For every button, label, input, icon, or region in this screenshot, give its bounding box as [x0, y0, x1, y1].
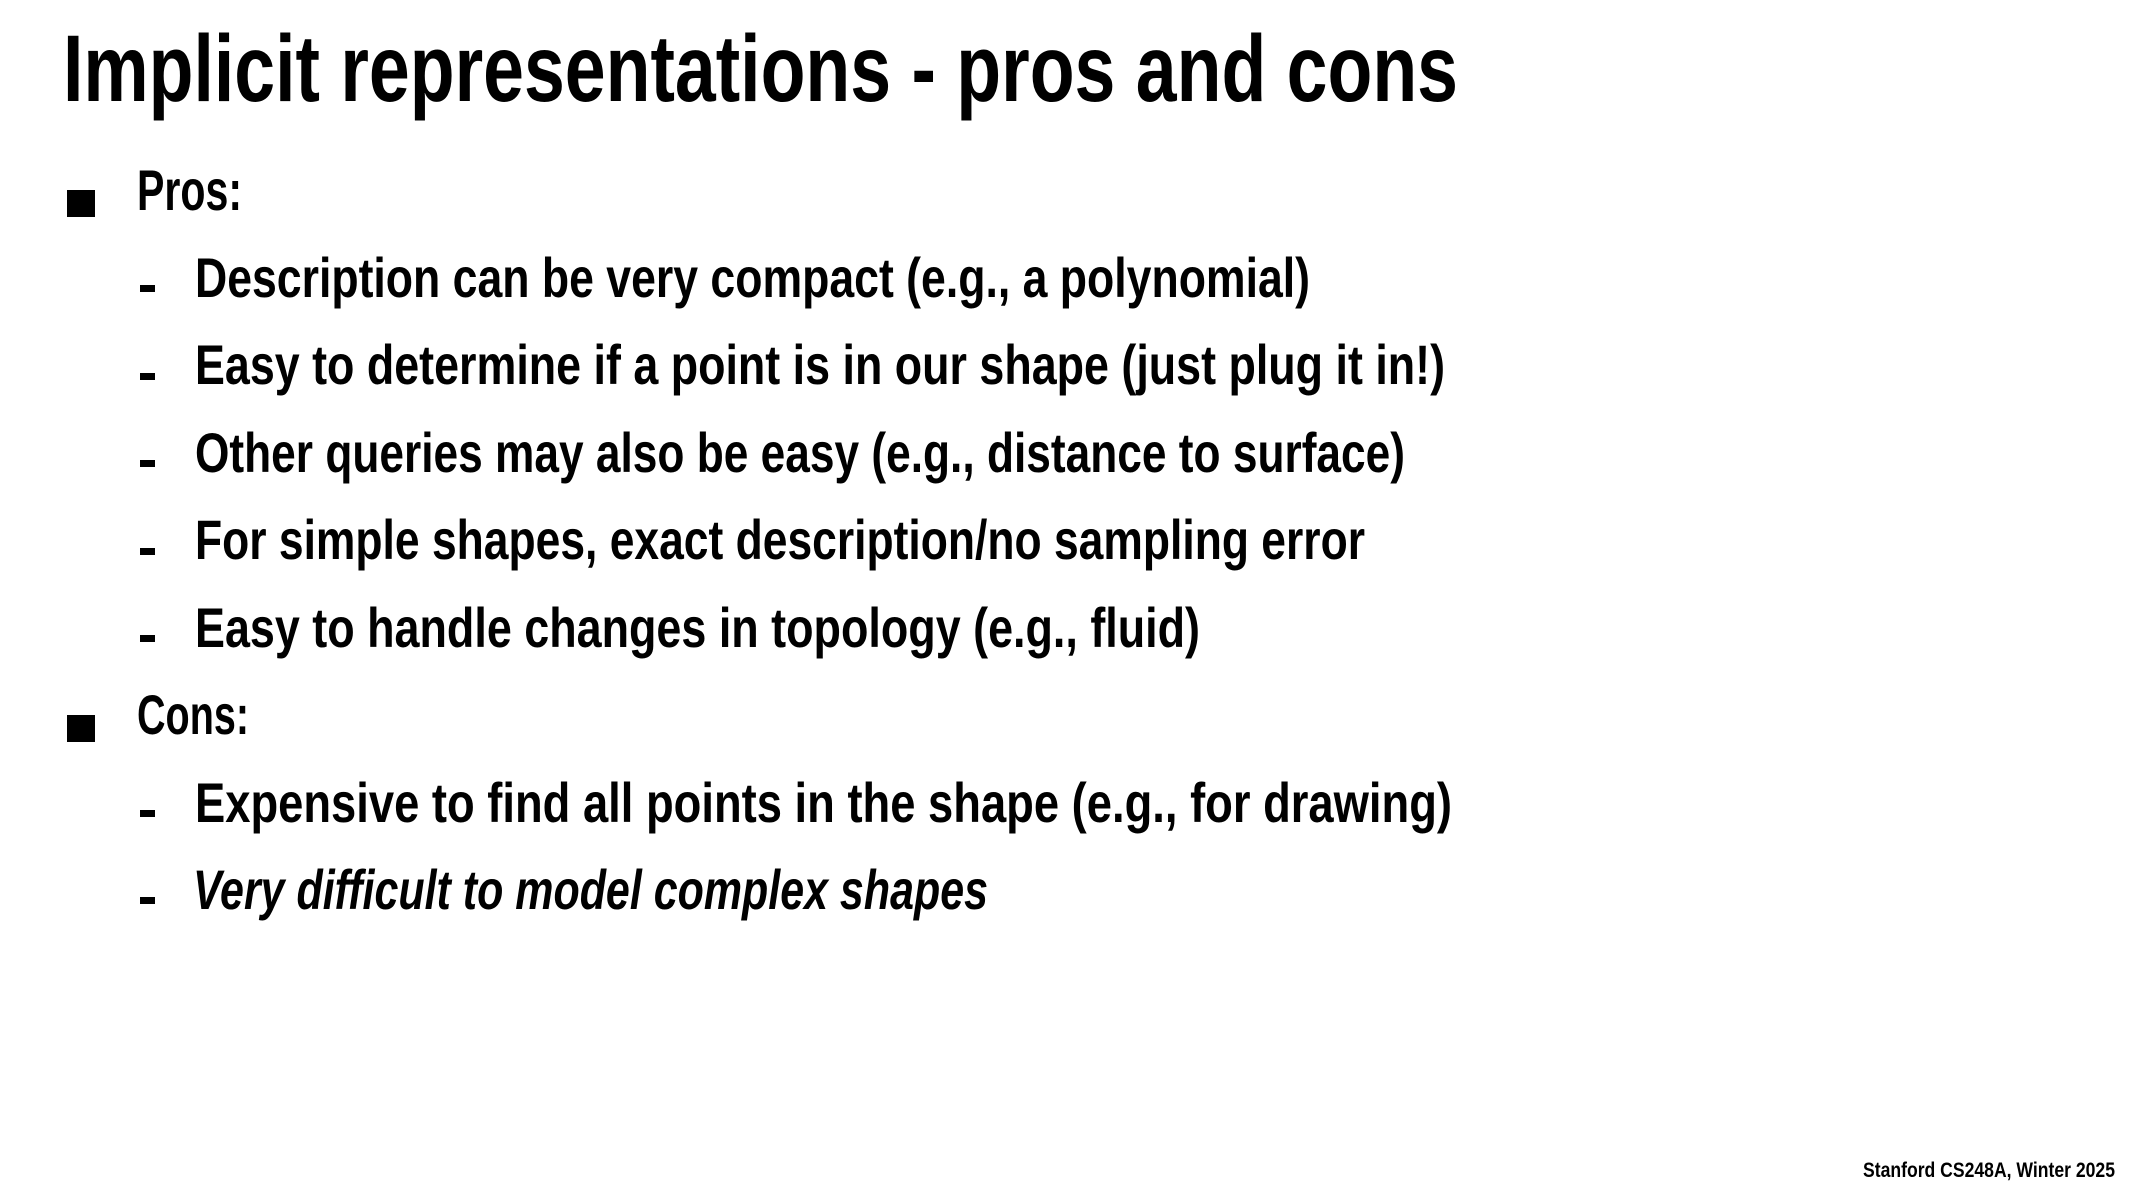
section-heading-pros: Pros: [137, 157, 242, 223]
pros-item: Description can be very compact (e.g., a polynomial) [195, 246, 1310, 310]
dash-bullet-icon [140, 810, 155, 817]
cons-item: Expensive to find all points in the shape (e.g., for drawing) [195, 771, 1452, 835]
section-heading-cons: Cons: [137, 683, 249, 747]
pros-item: Easy to handle changes in topology (e.g., fluid) [195, 596, 1200, 660]
square-bullet-icon [67, 190, 95, 217]
cons-item: Very difficult to model complex shapes [193, 858, 988, 922]
dash-bullet-icon [140, 897, 155, 904]
dash-bullet-icon [140, 460, 155, 467]
pros-item: For simple shapes, exact description/no sampling error [195, 508, 1365, 572]
dash-bullet-icon [140, 373, 155, 380]
pros-item: Other queries may also be easy (e.g., distance to surface) [195, 421, 1405, 485]
dash-bullet-icon [140, 548, 155, 555]
pros-item: Easy to determine if a point is in our shape (just plug it in!) [195, 333, 1445, 397]
square-bullet-icon [67, 715, 95, 742]
dash-bullet-icon [140, 285, 155, 292]
dash-bullet-icon [140, 635, 155, 642]
slide-title: Implicit representations - pros and cons [63, 15, 1458, 122]
slide-footer: Stanford CS248A, Winter 2025 [1863, 1159, 2115, 1183]
